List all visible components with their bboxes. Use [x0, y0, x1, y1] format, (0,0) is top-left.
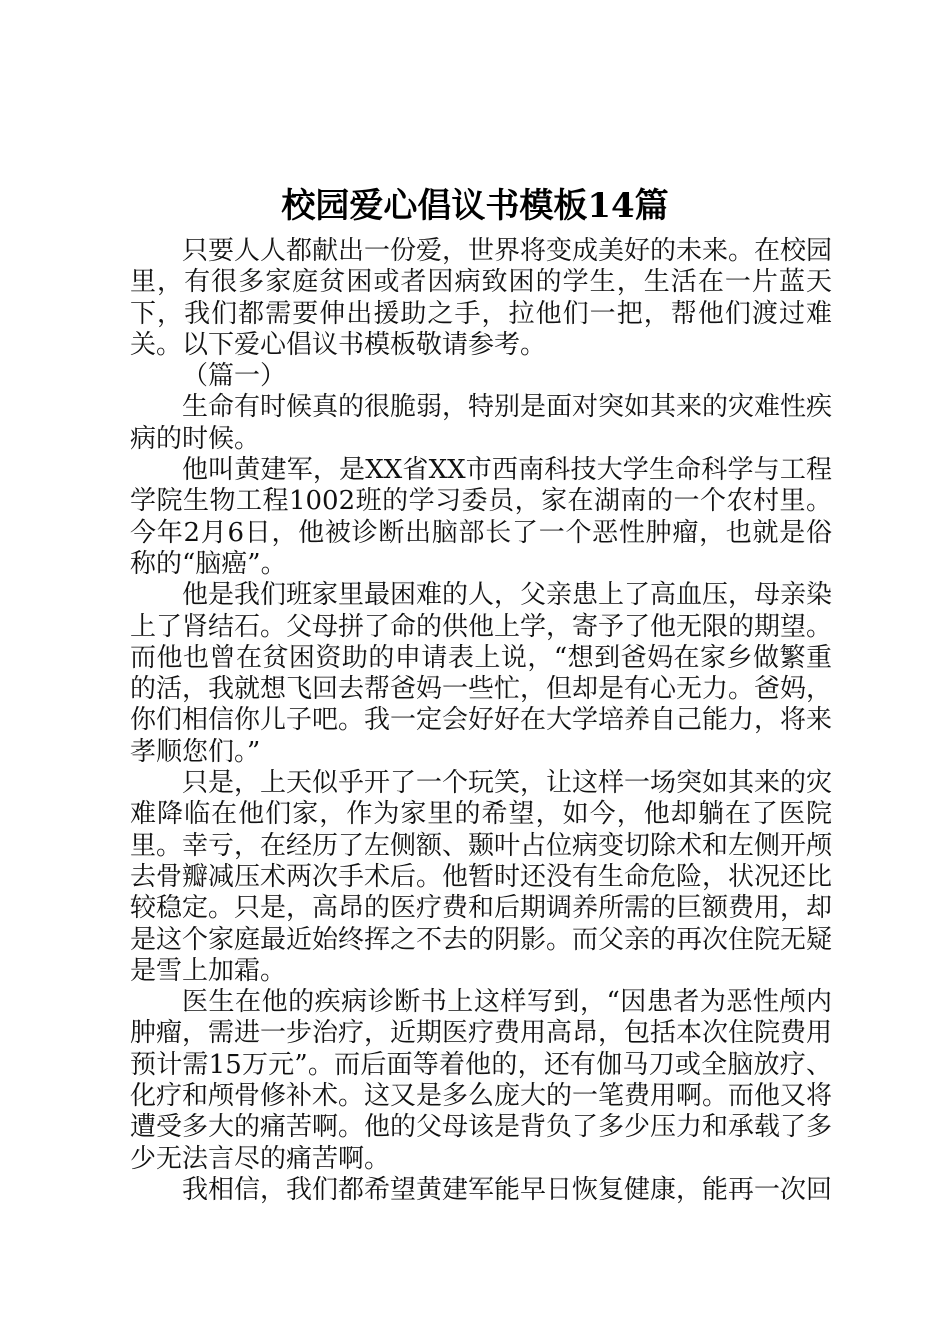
paragraph: 只是，上天似乎开了一个玩笑，让这样一场突如其来的灾难降临在他们家，作为家里的希望，如今，他却躺在了医院里。幸亏，在经历了左侧额、颞叶占位病变切除术和左侧开颅去骨瓣减压术两次手术后。他暂时还没有生命危险，状况还比较稳定。只是，高昂的医疗费和后期调养所需的巨额费用，却是这个家庭最近始终挥之不去的阴影。而父亲的再次住院无疑是雪上加霜。	[130, 768, 833, 986]
document-body	[130, 236, 832, 1206]
paragraph: 医生在他的疾病诊断书上这样写到，“因患者为恶性颅内肿瘤，需进一步治疗，近期医疗费用高昂，包括本次住院费用预计需15万元”。而后面等着他的，还有伽马刀或全脑放疗、化疗和颅骨修补术。这又是多么庞大的一笔费用啊。而他又将遭受多大的痛苦啊。他的父母该是背负了多少压力和承载了多少无法言尽的痛苦啊。	[130, 987, 833, 1174]
paragraph-intro: 只要人人都献出一份爱，世界将变成美好的未来。在校园里，有很多家庭贫困或者因病致困的学生，生活在一片蓝天下，我们都需要伸出援助之手，拉他们一把，帮他们渡过难关。以下爱心倡议书模板敬请参考。	[130, 236, 833, 360]
paragraph: 生命有时候真的很脆弱，特别是面对突如其来的灾难性疾病的时候。	[130, 392, 833, 454]
document-title: 校园爱心倡议书模板14篇	[281, 186, 669, 226]
section-heading-part-one: （篇一）	[182, 361, 287, 392]
paragraph: 他是我们班家里最困难的人，父亲患上了高血压，母亲染上了肾结石。父母拼了命的供他上学，寄予了他无限的期望。而他也曾在贫困资助的申请表上说，“想到爸妈在家乡做繁重的活，我就想飞回去帮爸妈一些忙，但却是有心无力。爸妈，你们相信你儿子吧。我一定会好好在大学培养自己能力，将来孝顺您们。”	[130, 580, 833, 767]
paragraph: 他叫黄建军，是XX省XX市西南科技大学生命科学与工程学院生物工程1002班的学习委员，家在湖南的一个农村里。今年2月6日，他被诊断出脑部长了一个恶性肿瘤，也就是俗称的“脑癌”。	[130, 455, 832, 579]
paragraph: 我相信，我们都希望黄建军能早日恢复健康，能再一次回	[182, 1174, 833, 1205]
